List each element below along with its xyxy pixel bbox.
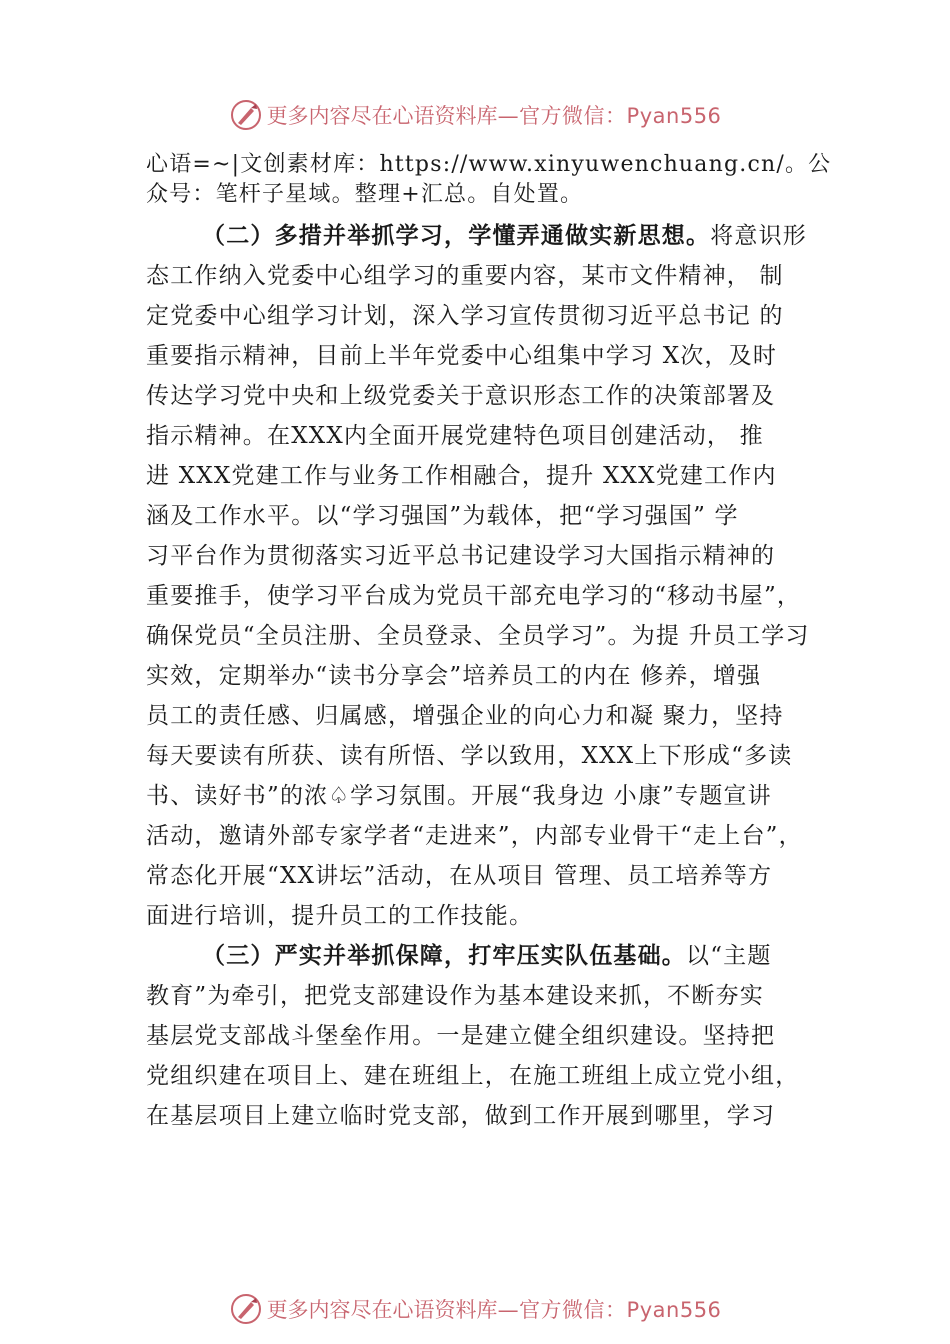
document-body — [146, 150, 836, 1136]
paragraph-line: 每天要读有所获、读有所悟、学以致用，XXX上下形成“多读 — [146, 743, 793, 769]
intro-line: 众号：笔杆子星域。整理+汇总。自处置。 — [146, 182, 584, 207]
quill-logo-icon — [229, 1292, 263, 1326]
quill-logo-icon — [229, 98, 263, 132]
section-3-heading-line — [146, 936, 836, 976]
paragraph-line: 重要指示精神，目前上半年党委中心组集中学习 X次，及时 — [146, 343, 778, 369]
paragraph-line: 常态化开展“XX讲坛”活动，在从项目 管理、员工培养等方 — [146, 863, 773, 889]
paragraph-line: 确保党员“全员注册、全员登录、全员学习”。为提 升员工学习 — [146, 623, 810, 649]
paragraph-line: 态工作纳入党委中心组学习的重要内容，某市文件精神， 制 — [146, 263, 784, 289]
paragraph-line: 党组织建在项目上、建在班组上，在施工班组上成立党小组， — [146, 1063, 800, 1089]
paragraph-line: 传达学习党中央和上级党委关于意识形态工作的决策部署及 — [146, 383, 776, 409]
paragraph-line: 员工的责任感、归属感，增强企业的向心力和凝 聚力，坚持 — [146, 703, 784, 729]
watermark-contact-text: —官方微信：Pyan556 — [497, 1298, 722, 1322]
paragraph-line: 进 XXX党建工作与业务工作相融合，提升 XXX党建工作内 — [146, 463, 777, 489]
paragraph-line: 实效，定期举办“读书分享会”培养员工的内在 修养，增强 — [146, 663, 762, 689]
section-2-heading: （二）多措并举抓学习，学懂弄通做实新思想。 — [202, 222, 711, 249]
section-3-heading-tail: 以“主题 — [686, 943, 772, 969]
section-2-heading-tail: 将意识形 — [710, 223, 808, 249]
paragraph-line: 活动，邀请外部专家学者“走进来”，内部专业骨干“走上台”， — [146, 823, 803, 849]
header-watermark — [0, 95, 950, 135]
watermark-site-text: 更多内容尽在心语资料库 — [266, 104, 498, 128]
paragraph-line: 涵及工作水平。以“学习强国”为载体，把“学习强国” 学 — [146, 503, 739, 529]
intro-block — [146, 150, 836, 210]
paragraph-line: 习平台作为贯彻落实习近平总书记建设学习大国指示精神的 — [146, 543, 776, 569]
section-3 — [146, 936, 836, 1136]
paragraph-line: 基层党支部战斗堡垒作用。一是建立健全组织建设。坚持把 — [146, 1023, 776, 1049]
intro-line: 心语=~|文创素材库：https://www.xinyuwenchuang.cn/。公 — [146, 152, 832, 177]
footer-watermark — [0, 1289, 950, 1329]
paragraph-line: 指示精神。在XXX内全面开展党建特色项目创建活动， 推 — [146, 423, 764, 449]
watermark-contact-text: —官方微信：Pyan556 — [497, 104, 722, 128]
paragraph-line: 定党委中心组学习计划，深入学习宣传贯彻习近平总书记 的 — [146, 303, 784, 329]
paragraph-line: 教育”为牵引，把党支部建设作为基本建设来抓，不断夯实 — [146, 983, 764, 1009]
section-2-heading-line — [146, 216, 836, 256]
watermark-site-text: 更多内容尽在心语资料库 — [266, 1298, 498, 1322]
section-3-heading: （三）严实并举抓保障，打牢压实队伍基础。 — [202, 942, 686, 969]
paragraph-line: 书、读好书”的浓♤学习氛围。开展“我身边 小康”专题宣讲 — [146, 783, 772, 809]
section-2 — [146, 216, 836, 936]
paragraph-line: 面进行培训，提升员工的工作技能。 — [146, 903, 534, 929]
paragraph-line: 在基层项目上建立临时党支部，做到工作开展到哪里，学习 — [146, 1103, 776, 1129]
paragraph-line: 重要推手，使学习平台成为党员干部充电学习的“移动书屋”， — [146, 583, 802, 609]
